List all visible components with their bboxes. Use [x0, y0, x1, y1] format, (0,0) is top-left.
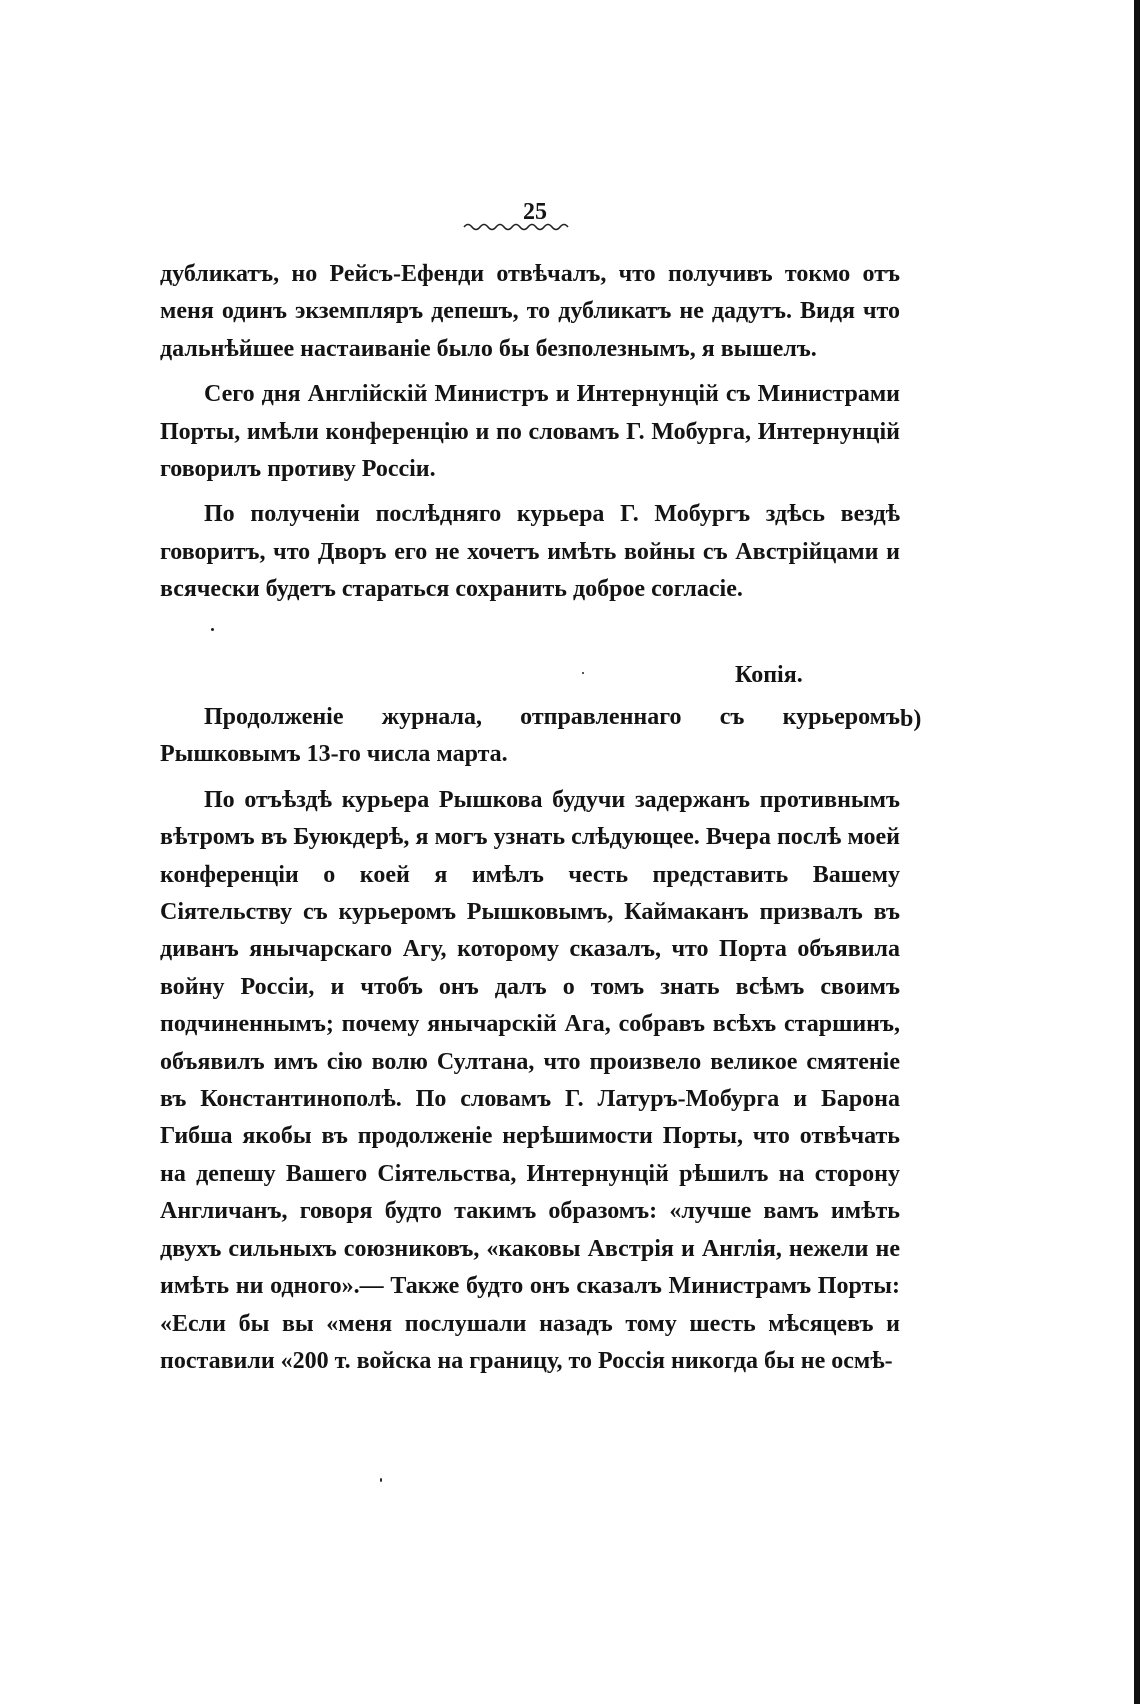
wavy-rule-ornament	[462, 220, 572, 234]
paragraph-journal-heading: Продолженіе журнала, отправленнаго съ курьеромъ Рышковымъ 13-го числа марта.	[160, 704, 900, 768]
paragraph-courier-news: По полученіи послѣдняго курьера Г. Мобургъ здѣсь вездѣ говоритъ, что Дворъ его не хочетъ имѣть войны съ Австрійцами и всячески будетъ стараться сохранить доброе согласіе.	[160, 501, 900, 603]
copy-label: Копія.	[735, 662, 803, 688]
page-number: 25	[523, 199, 547, 225]
paragraph-continuation: дубликатъ, но Рейсъ-Ефенди отвѣчалъ, что получивъ токмо отъ меня одинъ экземпляръ депешъ, то дубликатъ не дадутъ. Видя что дальнѣйшее настаиваніе было бы безполезнымъ, я вышелъ.	[160, 261, 900, 362]
paragraph-conference: Сего дня Англійскій Министръ и Интернунцій съ Министрами Порты, имѣли конференцію и по словамъ Г. Мобурга, Интернунцій говорилъ противу Россіи.	[160, 381, 900, 483]
print-speck	[380, 1478, 382, 1482]
text-section-top	[160, 256, 900, 609]
page-edge-shadow	[1134, 0, 1140, 1704]
text-section-bottom	[160, 699, 900, 1380]
margin-mark: b)	[900, 706, 922, 732]
paragraph-journal-body: По отъѣздѣ курьера Рышкова будучи задержанъ противнымъ вѣтромъ въ Буюкдерѣ, я могъ узнать слѣдующее. Вчера послѣ моей конференціи о коей я имѣлъ честь представить Вашему Сіятельству съ курьеромъ Рышковымъ, Каймаканъ призвалъ въ диванъ янычарскаго Агу, которому сказалъ, что Порта объявила войну Россіи, и чтобъ онъ далъ о томъ знать всѣмъ своимъ подчиненнымъ; почему янычарскій Ага, собравъ всѣхъ старшинъ, объявилъ имъ сію волю Султана, что произвело великое смятеніе въ Константинополѣ. По словамъ Г. Латуръ-Мобурга и Барона Гибша якобы въ продолженіе нерѣшимости Порты, что отвѣчать на депешу Вашего Сіятельства, Интернунцій рѣшилъ на сторону Англичанъ, говоря будто такимъ образомъ: «лучше вамъ имѣть двухъ сильныхъ союзниковъ, «каковы Австрія и Англія, нежели не имѣть ни одного».— Также будто онъ сказалъ Министрамъ Порты: «Если бы вы «меня послушали назадъ тому шесть мѣсяцевъ и поставили «200 т. войска на границу, то Россія никогда бы не осмѣ-	[160, 786, 900, 1374]
print-speck	[211, 628, 214, 631]
print-speck	[582, 672, 584, 674]
